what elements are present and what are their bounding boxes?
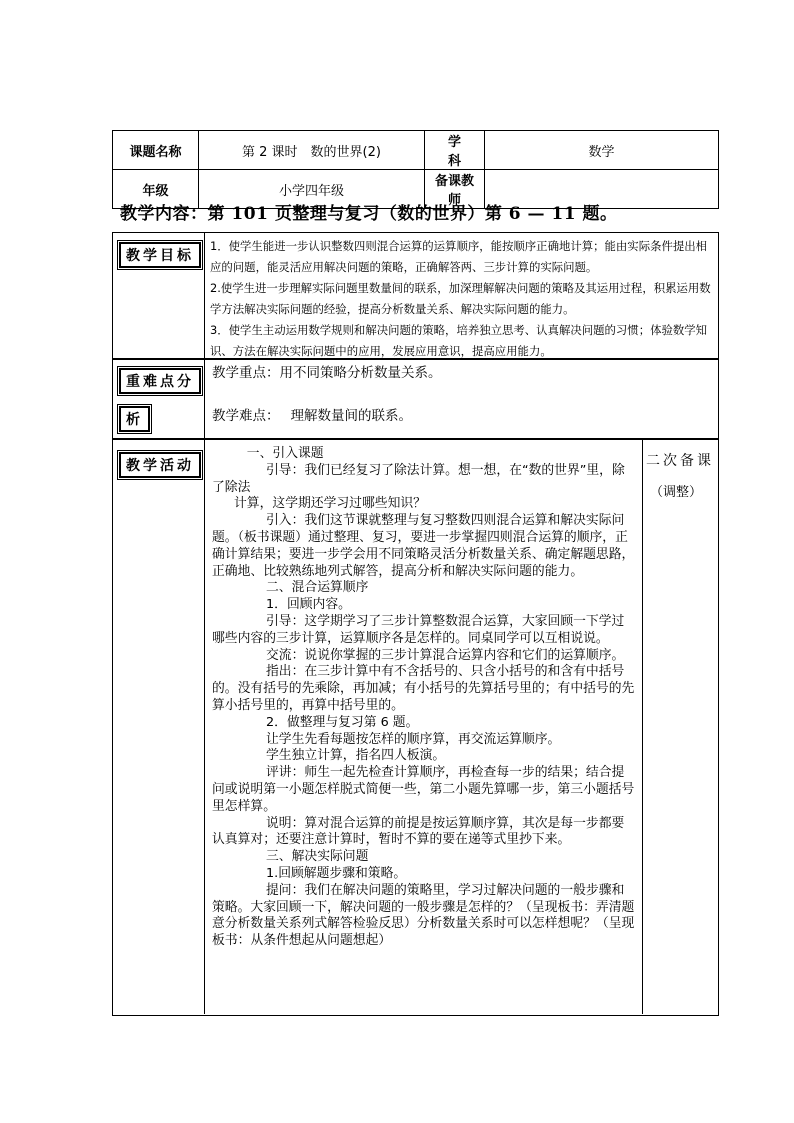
activity-line: 2．做整理与复习第 6 题。	[266, 714, 419, 730]
activity-line: 计算，这学期还学习过哪些知识？	[234, 496, 426, 512]
activity-line: 评讲：师生一起先检查计算顺序，再检查每一步的结果；结合提问或说明第一小题怎样脱式简便一些，第二小题先算哪一步，第三小题括号里怎样算。	[212, 765, 635, 814]
activity-line: 指出：在三步计算中有不含括号的、只含小括号的和含有中括号的。没有括号的先乘除，再加减；有小括号的先算括号里的；有中括号的先算小括号里的，再算中括号里的。	[212, 664, 635, 713]
goals-tag: 教学目标	[119, 242, 201, 268]
activities-divider-left	[204, 438, 205, 1014]
key-points-tag: 重难点分	[119, 368, 201, 394]
teaching-focus: 教学重点：用不同策略分析数量关系。	[212, 365, 442, 381]
activities-tag: 教学活动	[119, 452, 201, 478]
key-points-tag-2: 析	[119, 406, 150, 432]
activity-line: 二、混合运算顺序	[266, 580, 369, 596]
activity-line: 说明：算对混合运算的前提是按运算顺序算，其次是每一步都要认真算对；还要注意计算时，暂时不算的要在递等式里抄下来。	[212, 815, 625, 848]
goals-divider	[204, 232, 205, 358]
activities-divider-right	[642, 438, 643, 1014]
activity-line: 提问：我们在解决问题的策略里，学习过解决问题的一般步骤和策略。大家回顾一下，解决问题的一般步骤是怎样的？（呈现板书：弄清题意分析数量关系列式解答检验反思）分析数量关系时可以怎样想呢？（呈现板书：从条件想起从问题想起）	[212, 882, 635, 949]
teacher-label: 备课教师	[425, 170, 485, 209]
grade-value: 小学四年级	[199, 170, 425, 209]
activity-line: 引导：我们已经复习了除法计算。想一想，在“数的世界”里，除了除法	[212, 462, 625, 495]
activity-line: 引导：这学期学习了三步计算整数混合运算，大家回顾一下学过哪些内容的三步计算，运算顺序各是怎样的。同桌同学可以互相说说。	[212, 613, 625, 646]
key-points-divider	[204, 358, 205, 438]
second-prep-subtitle: （调整）	[650, 485, 703, 500]
activity-line: 交流：说说你掌握的三步计算混合运算内容和它们的运算顺序。	[266, 647, 625, 663]
activity-line: 三、解决实际问题	[266, 849, 369, 865]
activity-line: 1．回顾内容。	[266, 597, 351, 613]
activity-line: 引入：我们这节课就整理与复习整数四则混合运算和解决实际问题。（板书课题）通过整理、复习，要进一步掌握四则混合运算的顺序，正确计算结果；要进一步学会用不同策略灵活分析数量关系、确定解题思路，正确地、比较熟练地列式解答，提高分析和解决实际问题的能力。	[212, 513, 635, 579]
second-prep-title: 二次备课	[646, 453, 714, 469]
activity-line: 1.回顾解题步骤和策略。	[266, 865, 407, 881]
goal-item-1: 1．使学生能进一步认识整数四则混合运算的运算顺序，能按顺序正确地计算；能由实际条件提出相应的问题，能灵活应用解决问题的策略，正确解答两、三步计算的实际问题。	[210, 239, 708, 274]
topic-value: 第 2 课时 数的世界(2)	[199, 131, 425, 170]
activity-line: 让学生先看每题按怎样的顺序算，再交流运算顺序。	[266, 731, 561, 747]
topic-label: 课题名称	[113, 131, 199, 170]
grade-label: 年级	[113, 170, 199, 209]
lesson-header-table	[112, 130, 719, 209]
subject-value: 数学	[485, 131, 719, 170]
goal-item-2: 2.使学生进一步理解实际问题里数量间的联系，加深理解解决问题的策略及其运用过程，积累运用数学方法解决实际问题的经验，提高分析数量关系、解决实际问题的能力。	[210, 281, 711, 316]
subject-label: 学 科	[425, 131, 485, 170]
activities-text	[212, 446, 637, 950]
teaching-content-line: 教学内容：第 101 页整理与复习（数的世界）第 6 — 11 题。	[120, 204, 618, 224]
activity-line: 学生独立计算，指名四人板演。	[266, 748, 446, 764]
teaching-difficulty: 教学难点： 理解数量间的联系。	[212, 408, 413, 424]
goals-text	[210, 236, 712, 362]
activity-line: 一、引入课题	[234, 446, 324, 461]
goal-item-3: 3．使学生主动运用数学规则和解决问题的策略，培养独立思考、认真解决问题的习惯；体验数学知识、方法在解决实际问题中的应用，发展应用意识，提高应用能力。	[210, 323, 708, 358]
